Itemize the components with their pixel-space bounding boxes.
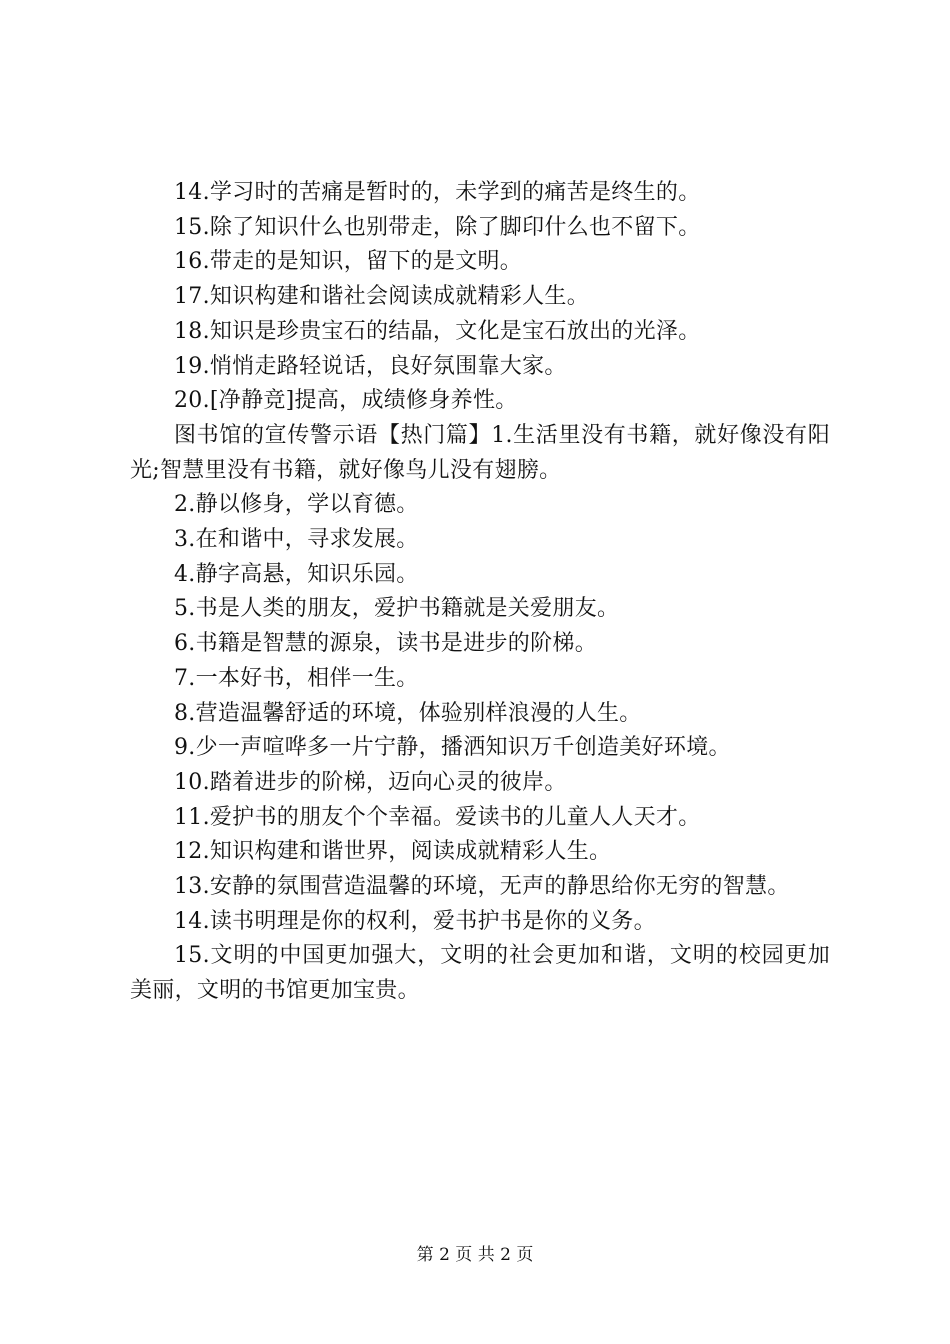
paragraph: 4.静字高悬，知识乐园。 <box>174 561 419 587</box>
paragraph: 5.书是人类的朋友，爱护书籍就是关爱朋友。 <box>174 596 620 622</box>
paragraph: 12.知识构建和谐世界，阅读成就精彩人生。 <box>174 839 612 865</box>
paragraph: 14.读书明理是你的权利，爱书护书是你的义务。 <box>174 908 656 934</box>
paragraph: 18.知识是珍贵宝石的结晶，文化是宝石放出的光泽。 <box>174 318 701 344</box>
paragraph: 10.踏着进步的阶梯，迈向心灵的彼岸。 <box>174 769 567 795</box>
paragraph: 17.知识构建和谐社会阅读成就精彩人生。 <box>174 284 589 310</box>
paragraph: 3.在和谐中，寻求发展。 <box>174 527 419 553</box>
paragraph: 15.除了知识什么也别带走，除了脚印什么也不留下。 <box>174 214 701 240</box>
section-heading-paragraph: 图书馆的宣传警示语【热门篇】1.生活里没有书籍，就好像没有阳光;智慧里没有书籍，就好像鸟儿没有翅膀。 <box>130 422 830 483</box>
paragraph: 11.爱护书的朋友个个幸福。爱读书的儿童人人天才。 <box>174 804 701 830</box>
paragraph: 19.悄悄走路轻说话，良好氛围靠大家。 <box>174 353 567 379</box>
paragraph: 8.营造温馨舒适的环境，体验别样浪漫的人生。 <box>174 700 642 726</box>
paragraph: 14.学习时的苦痛是暂时的，未学到的痛苦是终生的。 <box>174 180 701 205</box>
paragraph: 9.少一声喧哗多一片宁静，播洒知识万千创造美好环境。 <box>174 735 731 761</box>
paragraph: 20.[净静竞]提高，成绩修身养性。 <box>174 388 518 414</box>
paragraph: 13.安静的氛围营造温馨的环境，无声的静思给你无穷的智慧。 <box>174 874 790 900</box>
paragraph: 6.书籍是智慧的源泉，读书是进步的阶梯。 <box>174 631 597 657</box>
page-number-label: 第 2 页 共 2 页 <box>416 1245 534 1265</box>
paragraph: 7.一本好书，相伴一生。 <box>174 665 419 691</box>
body-text <box>130 176 830 1009</box>
page-footer <box>0 1244 950 1266</box>
paragraph: 2.静以修身，学以育德。 <box>174 492 419 518</box>
paragraph: 16.带走的是知识，留下的是文明。 <box>174 249 523 275</box>
paragraph: 15.文明的中国更加强大，文明的社会更加和谐，文明的校园更加美丽，文明的书馆更加宝贵。 <box>130 943 830 1004</box>
